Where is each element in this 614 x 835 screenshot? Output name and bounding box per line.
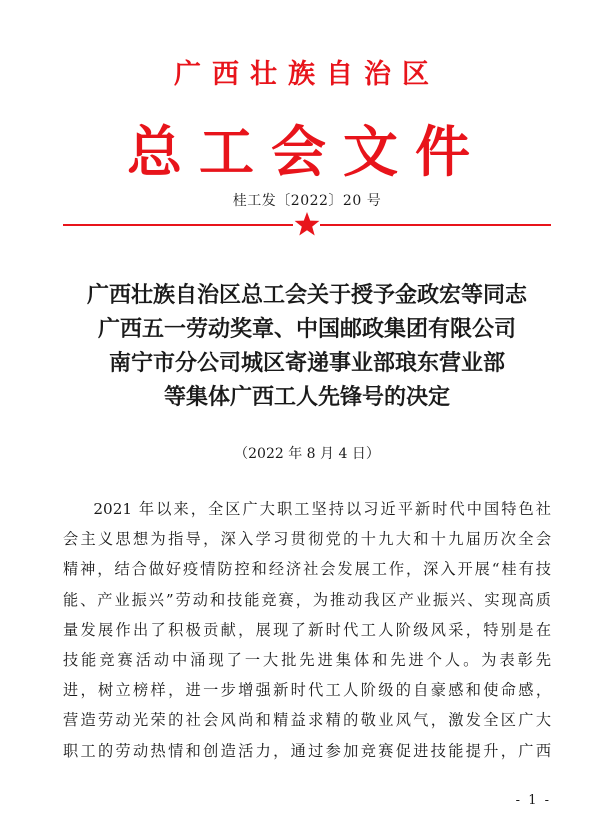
body-line: 营造劳动光荣的社会风尚和精益求精的敬业风气，激发全区广大 bbox=[63, 711, 551, 730]
document-type-heading: 总工会文件 bbox=[126, 119, 487, 184]
star-icon bbox=[294, 211, 320, 237]
document-title bbox=[40, 278, 574, 414]
body-line: 量发展作出了积极贡献，展现了新时代工人阶级风采，特别是在 bbox=[63, 620, 551, 639]
title-line: 等集体广西工人先锋号的决定 bbox=[163, 384, 450, 410]
body-line: 进，树立榜样，进一步增强新时代工人阶级的自豪感和使命感， bbox=[63, 681, 551, 700]
title-line: 广西壮族自治区总工会关于授予金政宏等同志 bbox=[86, 282, 527, 308]
page-number: - 1 - bbox=[515, 793, 551, 808]
separator-rule-right bbox=[320, 224, 551, 226]
body-line: 精神，结合做好疫情防控和经济社会发展工作，深入开展“桂有技 bbox=[63, 560, 551, 579]
body-line: 能、产业振兴”劳动和技能竞赛，为推动我区产业振兴、实现高质 bbox=[63, 590, 551, 609]
org-line: 广西壮族自治区 bbox=[174, 59, 440, 90]
document-date: （2022 年 8 月 4 日） bbox=[234, 446, 380, 462]
document-number: 桂工发〔2022〕20 号 bbox=[232, 193, 382, 209]
body-paragraph bbox=[63, 494, 551, 766]
separator-rule-left bbox=[63, 224, 293, 226]
body-line: 职工的劳动热情和创造活力，通过参加竞赛促进技能提升，广西 bbox=[63, 741, 551, 760]
title-line: 南宁市分公司城区寄递事业部琅东营业部 bbox=[108, 350, 505, 376]
body-line: 2021 年以来，全区广大职工坚持以习近平新时代中国特色社 bbox=[93, 500, 551, 518]
title-line: 广西五一劳动奖章、中国邮政集团有限公司 bbox=[97, 316, 516, 342]
body-line: 技能竞赛活动中涌现了一大批先进集体和先进个人。为表彰先 bbox=[63, 651, 551, 670]
body-line: 会主义思想为指导，深入学习贯彻党的十九大和十九届历次全会 bbox=[63, 530, 551, 549]
